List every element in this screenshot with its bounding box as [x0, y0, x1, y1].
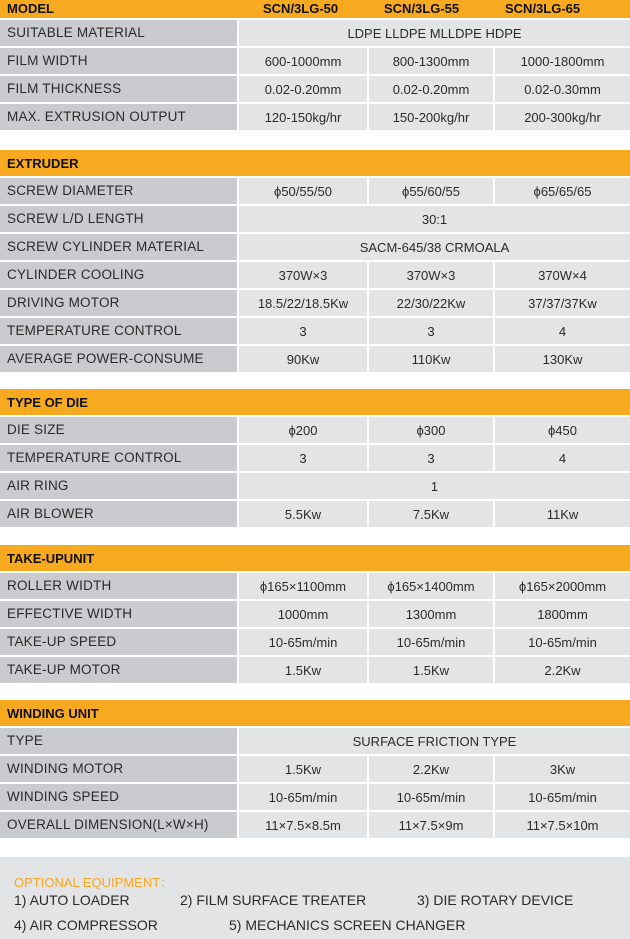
spec-value-model-1: 10-65m/min — [239, 784, 367, 810]
spec-value-model-3: 0.02-0.30mm — [495, 76, 630, 102]
spec-value-model-2: ϕ165×1400mm — [369, 573, 493, 599]
spec-row — [0, 473, 630, 500]
spec-value-model-3: 3Kw — [495, 756, 630, 782]
spec-label: DIE SIZE — [0, 417, 237, 443]
spec-label: TEMPERATURE CONTROL — [0, 445, 237, 471]
spec-row — [0, 629, 630, 656]
spec-row — [0, 234, 630, 261]
spec-value-model-2: 800-1300mm — [369, 48, 493, 74]
spec-label: DRIVING MOTOR — [0, 290, 237, 316]
spec-value-model-1: 1000mm — [239, 601, 367, 627]
optional-item: 2) FILM SURFACE TREATER — [180, 892, 367, 908]
spec-value-model-1: 1.5Kw — [239, 657, 367, 683]
spec-value-model-3: 1800mm — [495, 601, 630, 627]
optional-item: 4) AIR COMPRESSOR — [14, 917, 158, 933]
spec-label: OVERALL DIMENSION(L×W×H) — [0, 812, 237, 838]
spec-value-model-3: 11Kw — [495, 501, 630, 527]
spec-row — [0, 784, 630, 811]
spec-value-model-1: 1.5Kw — [239, 756, 367, 782]
spec-label: FILM WIDTH — [0, 48, 237, 74]
spec-value-model-3: 11×7.5×10m — [495, 812, 630, 838]
spec-label: AIR RING — [0, 473, 237, 499]
spec-value-model-2: 1.5Kw — [369, 657, 493, 683]
spec-value-model-1: ϕ165×1100mm — [239, 573, 367, 599]
spec-value-shared: 30:1 — [239, 206, 630, 232]
spec-row — [0, 20, 630, 47]
optional-equipment-title: OPTIONAL EQUIPMENT： — [14, 875, 174, 890]
spec-value-model-2: 11×7.5×9m — [369, 812, 493, 838]
section-title: WINDING UNIT — [7, 706, 99, 721]
spec-value-model-3: 37/37/37Kw — [495, 290, 630, 316]
spec-label: SCREW L/D LENGTH — [0, 206, 237, 232]
spec-value-model-3: 10-65m/min — [495, 784, 630, 810]
spec-row — [0, 262, 630, 289]
spec-value-model-3: 4 — [495, 318, 630, 344]
spec-label: CYLINDER COOLING — [0, 262, 237, 288]
spec-label: TAKE-UP SPEED — [0, 629, 237, 655]
spec-value-model-1: 10-65m/min — [239, 629, 367, 655]
section-title: EXTRUDER — [7, 156, 79, 171]
spec-value-model-3: 130Kw — [495, 346, 630, 372]
spec-value-shared: SACM-645/38 CRMOALA — [239, 234, 630, 260]
spec-row — [0, 756, 630, 783]
spec-label: EFFECTIVE WIDTH — [0, 601, 237, 627]
spec-row — [0, 290, 630, 317]
spec-label: MAX. EXTRUSION OUTPUT — [0, 104, 237, 130]
spec-row — [0, 812, 630, 839]
optional-equipment — [0, 857, 630, 939]
spec-row — [0, 206, 630, 233]
spec-label: ROLLER WIDTH — [0, 573, 237, 599]
section-header — [0, 545, 630, 571]
spec-value-model-2: 7.5Kw — [369, 501, 493, 527]
spec-label: SCREW CYLINDER MATERIAL — [0, 234, 237, 260]
spec-value-model-2: ϕ55/60/55 — [369, 178, 493, 204]
spec-value-model-1: 5.5Kw — [239, 501, 367, 527]
spec-row — [0, 76, 630, 103]
spec-value-model-3: 4 — [495, 445, 630, 471]
spec-label: WINDING MOTOR — [0, 756, 237, 782]
spec-value-model-1: 3 — [239, 445, 367, 471]
spec-label: SUITABLE MATERIAL — [0, 20, 237, 46]
spec-label: SCREW DIAMETER — [0, 178, 237, 204]
section-title: TYPE OF DIE — [7, 395, 88, 410]
spec-row — [0, 445, 630, 472]
section-header — [0, 389, 630, 415]
spec-value-model-2: 10-65m/min — [369, 784, 493, 810]
model-3-name: SCN/3LG-65 — [505, 1, 581, 16]
spec-value-model-2: 150-200kg/hr — [369, 104, 493, 130]
spec-value-model-3: ϕ65/65/65 — [495, 178, 630, 204]
spec-value-model-2: 370W×3 — [369, 262, 493, 288]
spec-row — [0, 728, 630, 755]
spec-value-model-1: 600-1000mm — [239, 48, 367, 74]
spec-value-shared: 1 — [239, 473, 630, 499]
spec-value-shared: LDPE LLDPE MLLDPE HDPE — [239, 20, 630, 46]
spec-value-model-2: 10-65m/min — [369, 629, 493, 655]
spec-row — [0, 346, 630, 373]
spec-label: WINDING SPEED — [0, 784, 237, 810]
spec-row — [0, 178, 630, 205]
model-2-name: SCN/3LG-55 — [384, 1, 460, 16]
spec-label: TAKE-UP MOTOR — [0, 657, 237, 683]
spec-row — [0, 657, 630, 684]
spec-row — [0, 48, 630, 75]
spec-value-model-1: 3 — [239, 318, 367, 344]
spec-value-model-1: 120-150kg/hr — [239, 104, 367, 130]
spec-value-model-3: 370W×4 — [495, 262, 630, 288]
spec-label: TEMPERATURE CONTROL — [0, 318, 237, 344]
spec-value-model-1: 0.02-0.20mm — [239, 76, 367, 102]
spec-value-model-1: 90Kw — [239, 346, 367, 372]
spec-value-model-3: 200-300kg/hr — [495, 104, 630, 130]
spec-value-model-2: 110Kw — [369, 346, 493, 372]
spec-value-model-1: 370W×3 — [239, 262, 367, 288]
spec-label: FILM THICKNESS — [0, 76, 237, 102]
spec-label: AVERAGE POWER-CONSUME — [0, 346, 237, 372]
spec-value-model-2: 3 — [369, 445, 493, 471]
optional-item: 5) MECHANICS SCREEN CHANGER — [229, 917, 466, 933]
spec-value-model-2: 0.02-0.20mm — [369, 76, 493, 102]
spec-value-model-2: ϕ300 — [369, 417, 493, 443]
spec-value-model-3: ϕ450 — [495, 417, 630, 443]
spec-value-model-3: ϕ165×2000mm — [495, 573, 630, 599]
section-header — [0, 700, 630, 726]
spec-value-model-3: 10-65m/min — [495, 629, 630, 655]
spec-value-model-2: 2.2Kw — [369, 756, 493, 782]
optional-item: 1) AUTO LOADER — [14, 892, 130, 908]
spec-value-model-2: 3 — [369, 318, 493, 344]
spec-value-model-1: 18.5/22/18.5Kw — [239, 290, 367, 316]
model-1-name: SCN/3LG-50 — [263, 1, 339, 16]
spec-value-model-2: 1300mm — [369, 601, 493, 627]
spec-row — [0, 501, 630, 528]
spec-label: AIR BLOWER — [0, 501, 237, 527]
spec-value-model-1: ϕ50/55/50 — [239, 178, 367, 204]
spec-row — [0, 417, 630, 444]
spec-row — [0, 601, 630, 628]
spec-value-model-2: 22/30/22Kw — [369, 290, 493, 316]
model-header — [0, 0, 630, 18]
optional-item: 3) DIE ROTARY DEVICE — [417, 892, 574, 908]
spec-value-model-3: 1000-1800mm — [495, 48, 630, 74]
spec-row — [0, 318, 630, 345]
model-header-label: MODEL — [7, 1, 54, 16]
spec-label: TYPE — [0, 728, 237, 754]
spec-value-model-1: 11×7.5×8.5m — [239, 812, 367, 838]
spec-row — [0, 104, 630, 131]
spec-value-shared: SURFACE FRICTION TYPE — [239, 728, 630, 754]
spec-row — [0, 573, 630, 600]
spec-value-model-3: 2.2Kw — [495, 657, 630, 683]
section-header — [0, 150, 630, 176]
section-title: TAKE-UPUNIT — [7, 551, 95, 566]
spec-value-model-1: ϕ200 — [239, 417, 367, 443]
